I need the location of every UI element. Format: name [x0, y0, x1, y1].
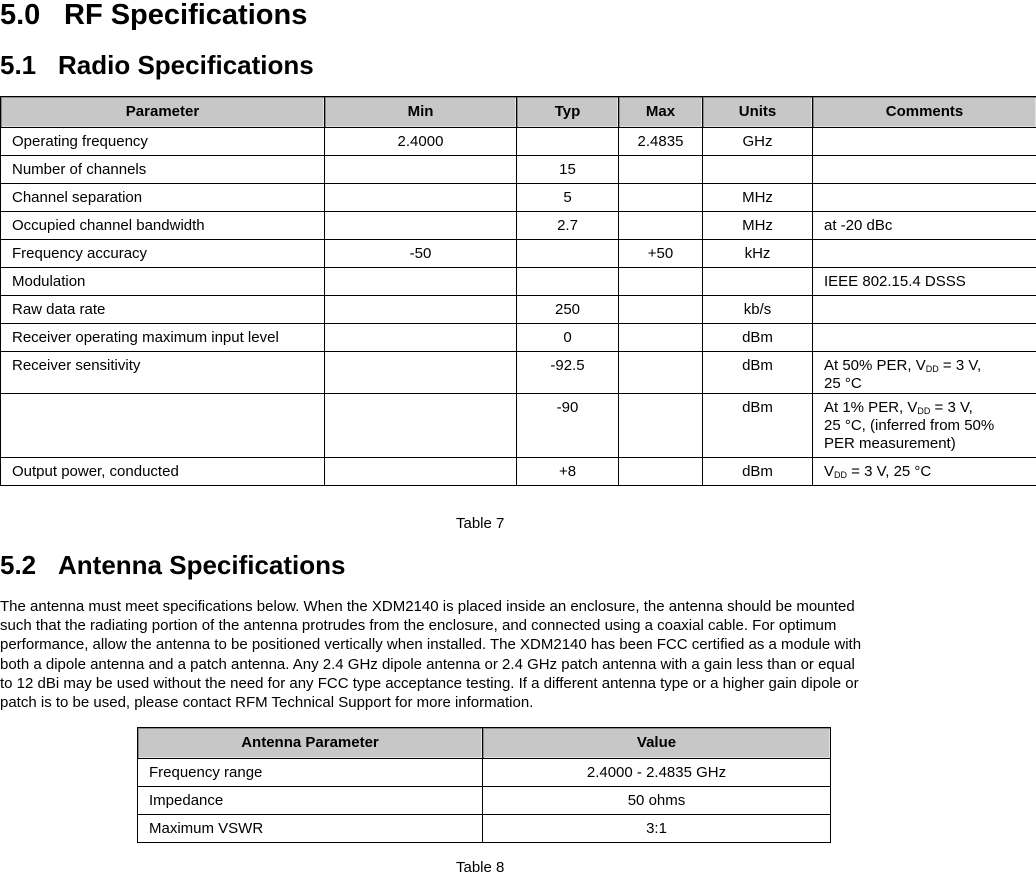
table-header-row — [138, 728, 831, 759]
cell-comments — [813, 240, 1036, 268]
cell-units — [703, 268, 813, 296]
table-row — [1, 184, 1036, 212]
table-row — [1, 394, 1036, 458]
column-header-parameter: Parameter — [1, 97, 325, 128]
table-row — [1, 268, 1036, 296]
cell-units: kb/s — [703, 296, 813, 324]
cell-comments — [813, 184, 1036, 212]
cell-max — [619, 394, 703, 458]
column-header-antenna-parameter: Antenna Parameter — [138, 728, 483, 759]
cell-value: 50 ohms — [483, 787, 831, 815]
cell-max — [619, 156, 703, 184]
cell-max — [619, 296, 703, 324]
paragraph-line: The antenna must meet specifications below. When the XDM2140 is placed inside an enclosure, the antenna should be mounted — [0, 597, 970, 616]
cell-max — [619, 184, 703, 212]
section-heading-radio-specifications — [0, 48, 314, 82]
cell-parameter: Receiver operating maximum input level — [1, 324, 325, 352]
paragraph-line: to 12 dBi may be used without the need for any FCC type acceptance testing. If a different antenna type or a higher gain dipole or — [0, 674, 970, 693]
table-row — [1, 212, 1036, 240]
comment-text: 25 °C, (inferred from 50% — [824, 417, 994, 434]
cell-parameter: Frequency range — [138, 759, 483, 787]
cell-units — [703, 156, 813, 184]
cell-units: MHz — [703, 184, 813, 212]
comment-text: V — [824, 463, 834, 480]
paragraph-line: patch is to be used, please contact RFM Technical Support for more information. — [0, 693, 970, 712]
comment-text: 25 °C — [824, 375, 862, 392]
cell-comments — [813, 458, 1036, 486]
comment-subscript: DD — [834, 470, 847, 480]
table-caption: Table 7 — [456, 515, 504, 532]
cell-parameter: Channel separation — [1, 184, 325, 212]
cell-min — [325, 268, 517, 296]
cell-typ — [517, 128, 619, 156]
cell-typ: -92.5 — [517, 352, 619, 394]
cell-typ: 2.7 — [517, 212, 619, 240]
cell-max: 2.4835 — [619, 128, 703, 156]
column-header-typ: Typ — [517, 97, 619, 128]
comment-text: = 3 V, 25 °C — [847, 463, 931, 480]
cell-typ: -90 — [517, 394, 619, 458]
cell-value: 3:1 — [483, 815, 831, 843]
cell-comments: IEEE 802.15.4 DSSS — [813, 268, 1036, 296]
cell-comments — [813, 296, 1036, 324]
cell-min — [325, 458, 517, 486]
cell-parameter: Output power, conducted — [1, 458, 325, 486]
cell-parameter: Operating frequency — [1, 128, 325, 156]
cell-max — [619, 458, 703, 486]
cell-comments — [813, 156, 1036, 184]
cell-min: 2.4000 — [325, 128, 517, 156]
cell-typ: +8 — [517, 458, 619, 486]
comment-text: At 50% PER, V — [824, 357, 926, 374]
cell-units: MHz — [703, 212, 813, 240]
cell-min — [325, 352, 517, 394]
cell-parameter: Modulation — [1, 268, 325, 296]
cell-units: GHz — [703, 128, 813, 156]
radio-specifications-table — [0, 96, 1036, 486]
section-number: 5.0 — [0, 0, 64, 34]
column-header-max: Max — [619, 97, 703, 128]
cell-units: dBm — [703, 394, 813, 458]
cell-comments — [813, 352, 1036, 394]
column-header-units: Units — [703, 97, 813, 128]
cell-min — [325, 184, 517, 212]
column-header-value: Value — [483, 728, 831, 759]
section-title: Antenna Specifications — [58, 550, 346, 580]
table-row — [138, 815, 831, 843]
table-header-row — [1, 97, 1036, 128]
cell-min: -50 — [325, 240, 517, 268]
paragraph-line: such that the radiating portion of the antenna protrudes from the enclosure, and connected using a coaxial cable. For optimum — [0, 616, 970, 635]
cell-parameter: Occupied channel bandwidth — [1, 212, 325, 240]
cell-units: dBm — [703, 352, 813, 394]
cell-comments — [813, 128, 1036, 156]
cell-comments: at -20 dBc — [813, 212, 1036, 240]
comment-text: = 3 V, — [930, 399, 972, 416]
section-title: RF Specifications — [64, 0, 307, 31]
cell-parameter: Number of channels — [1, 156, 325, 184]
table-row — [138, 787, 831, 815]
cell-comments — [813, 324, 1036, 352]
cell-max — [619, 212, 703, 240]
column-header-comments: Comments — [813, 97, 1036, 128]
cell-typ: 15 — [517, 156, 619, 184]
section-heading-antenna-specifications — [0, 548, 346, 582]
cell-min — [325, 324, 517, 352]
comment-subscript: DD — [926, 364, 939, 374]
cell-max: +50 — [619, 240, 703, 268]
comment-text: PER measurement) — [824, 435, 956, 452]
section-number: 5.1 — [0, 48, 58, 82]
table-row — [1, 296, 1036, 324]
column-header-min: Min — [325, 97, 517, 128]
cell-min — [325, 156, 517, 184]
cell-parameter: Frequency accuracy — [1, 240, 325, 268]
section-number: 5.2 — [0, 548, 58, 582]
section-heading-rf-specifications — [0, 0, 307, 34]
cell-units: dBm — [703, 458, 813, 486]
table-row — [1, 324, 1036, 352]
comment-subscript: DD — [917, 406, 930, 416]
cell-units: kHz — [703, 240, 813, 268]
cell-parameter — [1, 394, 325, 458]
table-caption: Table 8 — [456, 859, 504, 876]
cell-typ — [517, 240, 619, 268]
cell-min — [325, 212, 517, 240]
cell-max — [619, 324, 703, 352]
cell-parameter: Receiver sensitivity — [1, 352, 325, 394]
table-row — [1, 458, 1036, 486]
antenna-paragraph — [0, 597, 970, 712]
cell-parameter: Maximum VSWR — [138, 815, 483, 843]
cell-typ: 250 — [517, 296, 619, 324]
table-row — [1, 352, 1036, 394]
section-title: Radio Specifications — [58, 50, 314, 80]
cell-value: 2.4000 - 2.4835 GHz — [483, 759, 831, 787]
cell-comments — [813, 394, 1036, 458]
cell-parameter: Raw data rate — [1, 296, 325, 324]
paragraph-line: both a dipole antenna and a patch antenna. Any 2.4 GHz dipole antenna or 2.4 GHz patch antenna with a gain less than or equal — [0, 655, 970, 674]
table-row — [1, 128, 1036, 156]
cell-typ: 0 — [517, 324, 619, 352]
cell-units: dBm — [703, 324, 813, 352]
table-row — [1, 240, 1036, 268]
cell-max — [619, 268, 703, 296]
antenna-specifications-table — [137, 727, 831, 843]
cell-typ — [517, 268, 619, 296]
cell-parameter: Impedance — [138, 787, 483, 815]
cell-min — [325, 296, 517, 324]
cell-min — [325, 394, 517, 458]
table-row — [1, 156, 1036, 184]
comment-text: = 3 V, — [939, 357, 981, 374]
comment-text: At 1% PER, V — [824, 399, 917, 416]
table-row — [138, 759, 831, 787]
cell-typ: 5 — [517, 184, 619, 212]
paragraph-line: performance, allow the antenna to be positioned vertically when installed. The XDM2140 has been FCC certified as a module with — [0, 635, 970, 654]
cell-max — [619, 352, 703, 394]
